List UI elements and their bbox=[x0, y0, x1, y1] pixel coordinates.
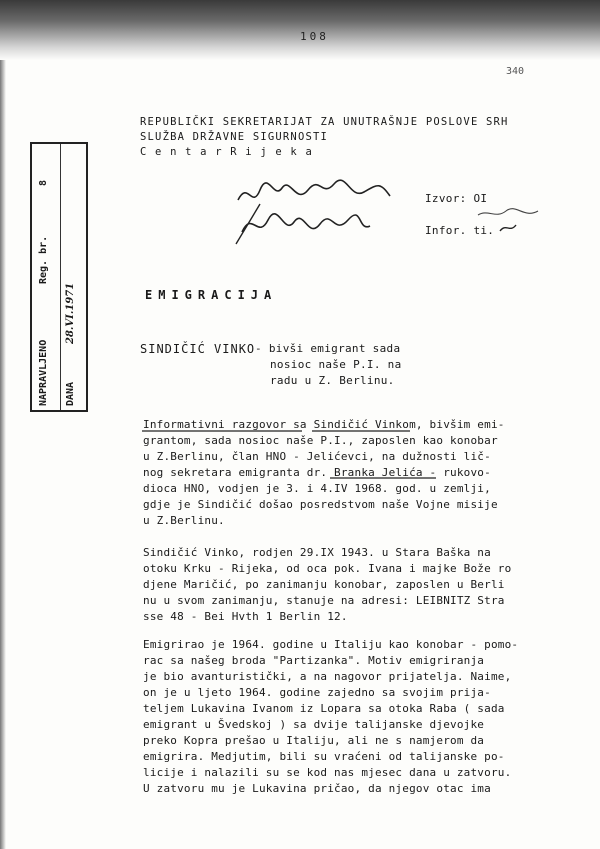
handwritten-note bbox=[476, 205, 546, 237]
letterhead-line3: C e n t a r R i j e k a bbox=[140, 146, 313, 158]
stamp-date: 28.VI.1971 bbox=[65, 282, 76, 344]
paragraph-line: grantom, sada nosioc naše P.I., zaposlen kao konobar bbox=[143, 434, 498, 447]
paragraph-line: je bio avanturistički, a na nagovor prijatelja. Naime, bbox=[143, 670, 512, 683]
registration-stamp bbox=[30, 142, 88, 412]
paragraph-line: nog sekretara emigranta dr. Branka Jelića - rukovo- bbox=[143, 466, 491, 479]
corner-number: 340 bbox=[506, 66, 525, 77]
subject-name: SINDIČIĆ VINKO bbox=[140, 342, 256, 356]
paragraph-line: U zatvoru mu je Lukavina pričao, da njegov otac ima bbox=[143, 782, 491, 795]
subject-line3: radu u Z. Berlinu. bbox=[270, 374, 395, 387]
infor-label: Infor. ti. bbox=[425, 224, 495, 237]
letterhead-line2: SLUŽBA DRŽAVNE SIGURNOSTI bbox=[140, 131, 329, 143]
stamp-date-label: DANA bbox=[65, 381, 76, 406]
stamp-reg-label: Reg. br. bbox=[38, 235, 49, 284]
scan-shadow-left bbox=[0, 60, 6, 849]
paragraph-line: preko Kopra prešao u Italiju, ali ne s namjerom da bbox=[143, 734, 485, 747]
izvor-label: Izvor: OI bbox=[425, 192, 488, 205]
paragraph-line: djene Maričić, po zanimanju konobar, zaposlen u Berli bbox=[143, 578, 505, 591]
letterhead-line1: REPUBLIČKI SEKRETARIJAT ZA UNUTRAŠNJE POSLOVE SRH bbox=[140, 116, 509, 128]
paragraph-line: Emigrirao je 1964. godine u Italiju kao konobar - pomo- bbox=[143, 638, 519, 651]
paragraph-line: Informativni razgovor sa Sindičić Vinkom, bivšim emi- bbox=[143, 418, 505, 431]
paragraph-line: licije i nalazili su se kod nas mjesec dana u zatvoru. bbox=[143, 766, 512, 779]
paragraph-line: gdje je Sindičić došao posredstvom naše Vojne misije bbox=[143, 498, 498, 511]
document-title: EMIGRACIJA bbox=[145, 288, 278, 302]
scan-shadow-top bbox=[0, 0, 600, 60]
paragraph-line: otoku Krku - Rijeka, od oca pok. Ivana i majke Bože ro bbox=[143, 562, 512, 575]
paragraph-line: emigrira. Medjutim, bili su vraćeni od talijanske po- bbox=[143, 750, 505, 763]
subject-line1: - bivši emigrant sada bbox=[255, 342, 401, 355]
paragraph-line: emigrant u Švedskoj ) sa dvije talijanske djevojke bbox=[143, 718, 485, 731]
subject-line2: nosioc naše P.I. na bbox=[270, 358, 402, 371]
stamp-made-label: NAPRAVLJENO bbox=[38, 339, 49, 406]
paragraph-line: u Z.Berlinu, član HNO - Jelićevci, na dužnosti lič- bbox=[143, 450, 491, 463]
handwritten-signature bbox=[230, 170, 420, 250]
stamp-divider bbox=[60, 144, 61, 410]
paragraph-line: sse 48 - Bei Hvth 1 Berlin 12. bbox=[143, 610, 348, 623]
paragraph-line: teljem Lukavina Ivanom iz Lopara sa otoka Raba ( sada bbox=[143, 702, 505, 715]
paragraph-line: rac sa našeg broda "Partizanka". Motiv emigriranja bbox=[143, 654, 485, 667]
paragraph-line: dioca HNO, vodjen je 3. i 4.IV 1968. god. u zemlji, bbox=[143, 482, 491, 495]
paragraph-line: on je u ljeto 1964. godine zajedno sa svojim prija- bbox=[143, 686, 491, 699]
stamp-reg-value: 8 bbox=[38, 179, 49, 186]
paragraph-line: u Z.Berlinu. bbox=[143, 514, 225, 527]
page-number: 108 bbox=[300, 30, 329, 43]
paragraph-line: nu u svom zanimanju, stanuje na adresi: LEIBNITZ Stra bbox=[143, 594, 505, 607]
paragraph-line: Sindičić Vinko, rodjen 29.IX 1943. u Stara Baška na bbox=[143, 546, 491, 559]
handwritten-underlines bbox=[140, 428, 440, 488]
